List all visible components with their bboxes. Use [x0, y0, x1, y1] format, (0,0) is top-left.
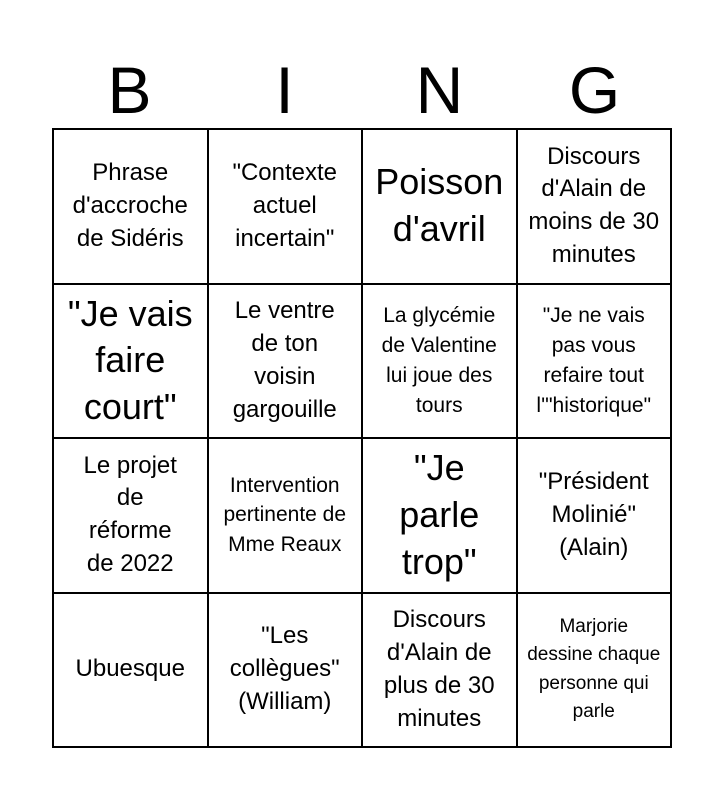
- bingo-cell[interactable]: [209, 439, 364, 594]
- cell-text: "Président Molinié" (Alain): [538, 467, 649, 561]
- cell-text: Poisson d'avril: [375, 161, 504, 250]
- cell-text: La glycémie de Valentine lui joue des tours: [381, 304, 497, 417]
- bingo-cell[interactable]: [363, 130, 518, 285]
- bingo-cell[interactable]: [363, 594, 518, 749]
- header-letter-i: I: [275, 53, 294, 127]
- bingo-cell[interactable]: [209, 285, 364, 440]
- cell-text: Discours d'Alain de plus de 30 minutes: [383, 606, 495, 732]
- cell-text: "Je parle trop": [399, 447, 480, 582]
- cell-text: Le projet de réforme de 2022: [83, 451, 177, 578]
- bingo-cell[interactable]: [518, 439, 673, 594]
- cell-text: Intervention pertinente de Mme Reaux: [223, 473, 347, 557]
- cell-text: "Les collègues" (William): [229, 622, 340, 716]
- cell-text: Ubuesque: [75, 655, 185, 683]
- bingo-cell[interactable]: [363, 439, 518, 594]
- bingo-cell[interactable]: [209, 594, 364, 749]
- header-letter-g: G: [568, 53, 621, 127]
- bingo-cell[interactable]: [54, 130, 209, 285]
- bingo-cell[interactable]: [518, 285, 673, 440]
- bingo-cell[interactable]: [518, 594, 673, 749]
- bingo-cell[interactable]: [54, 285, 209, 440]
- cell-text: "Contexte actuel incertain": [232, 158, 338, 252]
- cell-text: Phrase d'accroche de Sidéris: [72, 158, 188, 252]
- bingo-cell[interactable]: [363, 285, 518, 440]
- cell-text: Discours d'Alain de moins de 30 minutes: [528, 142, 660, 269]
- header-letter-n: N: [415, 53, 464, 127]
- bingo-cell[interactable]: [54, 594, 209, 749]
- bingo-grid: [52, 128, 672, 748]
- cell-text: "Je ne vais pas vous refaire tout l'"historique": [536, 304, 652, 417]
- bingo-cell[interactable]: [518, 130, 673, 285]
- bingo-cell[interactable]: [209, 130, 364, 285]
- cell-text: Le ventre de ton voisin gargouille: [232, 297, 337, 423]
- cell-text: Marjorie dessine chaque personne qui parle: [527, 615, 661, 723]
- bingo-cell[interactable]: [54, 439, 209, 594]
- bingo-header: [52, 52, 672, 128]
- header-letter-b: B: [107, 53, 152, 127]
- cell-text: "Je vais faire court": [67, 292, 193, 428]
